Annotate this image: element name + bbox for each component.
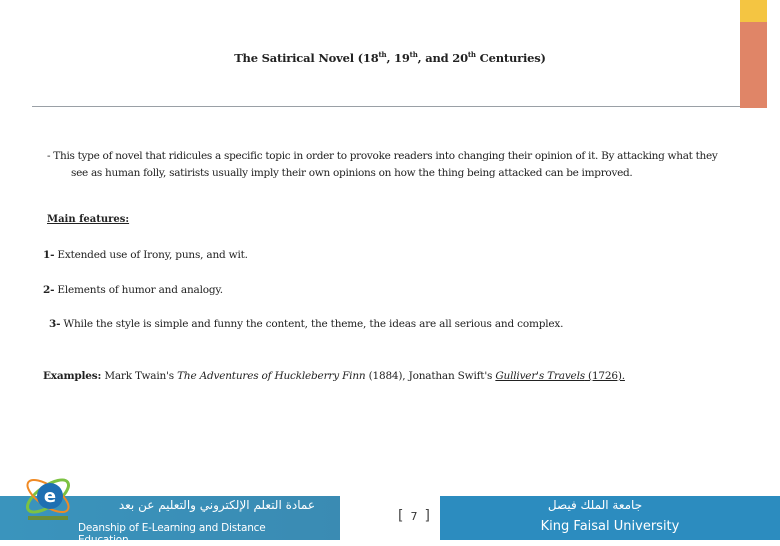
title-sup: th <box>409 50 418 59</box>
features-heading: Main features: <box>47 214 130 225</box>
deanship-arabic: عمادة التعلم الإلكتروني والتعليم عن بعد <box>118 498 315 512</box>
feature-item <box>43 249 248 261</box>
bracket-close: ] <box>424 508 430 524</box>
slide-title <box>0 50 780 65</box>
page-number: 7 <box>410 510 418 523</box>
book-title: The Adventures of Huckleberry Finn <box>177 370 366 382</box>
feature-number: 2- <box>43 284 55 296</box>
book-title: Gulliver's Travels <box>495 370 585 382</box>
definition-paragraph <box>47 148 737 182</box>
deanship-english: Deanship of E-Learning and Distance Education <box>78 522 266 546</box>
feature-text: Elements of humor and analogy. <box>54 284 223 296</box>
svg-text:e: e <box>43 486 57 507</box>
examples-text: Mark Twain's <box>101 370 178 382</box>
university-arabic: جامعة الملك فيصل <box>547 498 643 512</box>
feature-item <box>43 284 223 296</box>
feature-number: 1- <box>43 249 55 261</box>
examples-label: Examples: <box>43 370 102 382</box>
title-sup: th <box>467 50 476 59</box>
title-sup: th <box>378 50 387 59</box>
feature-text: While the style is simple and funny the content, the theme, the ideas are all serious and complex. <box>60 318 564 330</box>
examples-text: (1726). <box>584 370 625 382</box>
title-part: Centuries) <box>475 50 546 65</box>
accent-top-strip <box>740 0 767 22</box>
title-part: , and 20 <box>417 50 468 65</box>
title-part: The Satirical Novel (18 <box>234 50 379 65</box>
feature-text: Extended use of Irony, puns, and wit. <box>54 249 248 261</box>
bracket-open: [ <box>398 508 404 524</box>
examples-line <box>43 370 625 382</box>
examples-text: (1884), Jonathan Swift's <box>365 370 496 382</box>
feature-number: 3- <box>49 318 61 330</box>
university-english: King Faisal University <box>540 519 680 534</box>
feature-item <box>49 318 563 330</box>
paragraph-line: - This type of novel that ridicules a specific topic in order to provoke readers into changing their opinion of it. By attacking what they <box>47 150 718 162</box>
page-number-indicator <box>392 508 436 524</box>
header-divider <box>32 106 740 107</box>
paragraph-line: see as human folly, satirists usually imply their own opinions on how the thing being attacked can be improved. <box>71 167 633 179</box>
title-part: , 19 <box>386 50 410 65</box>
university-logo-icon <box>18 466 78 526</box>
